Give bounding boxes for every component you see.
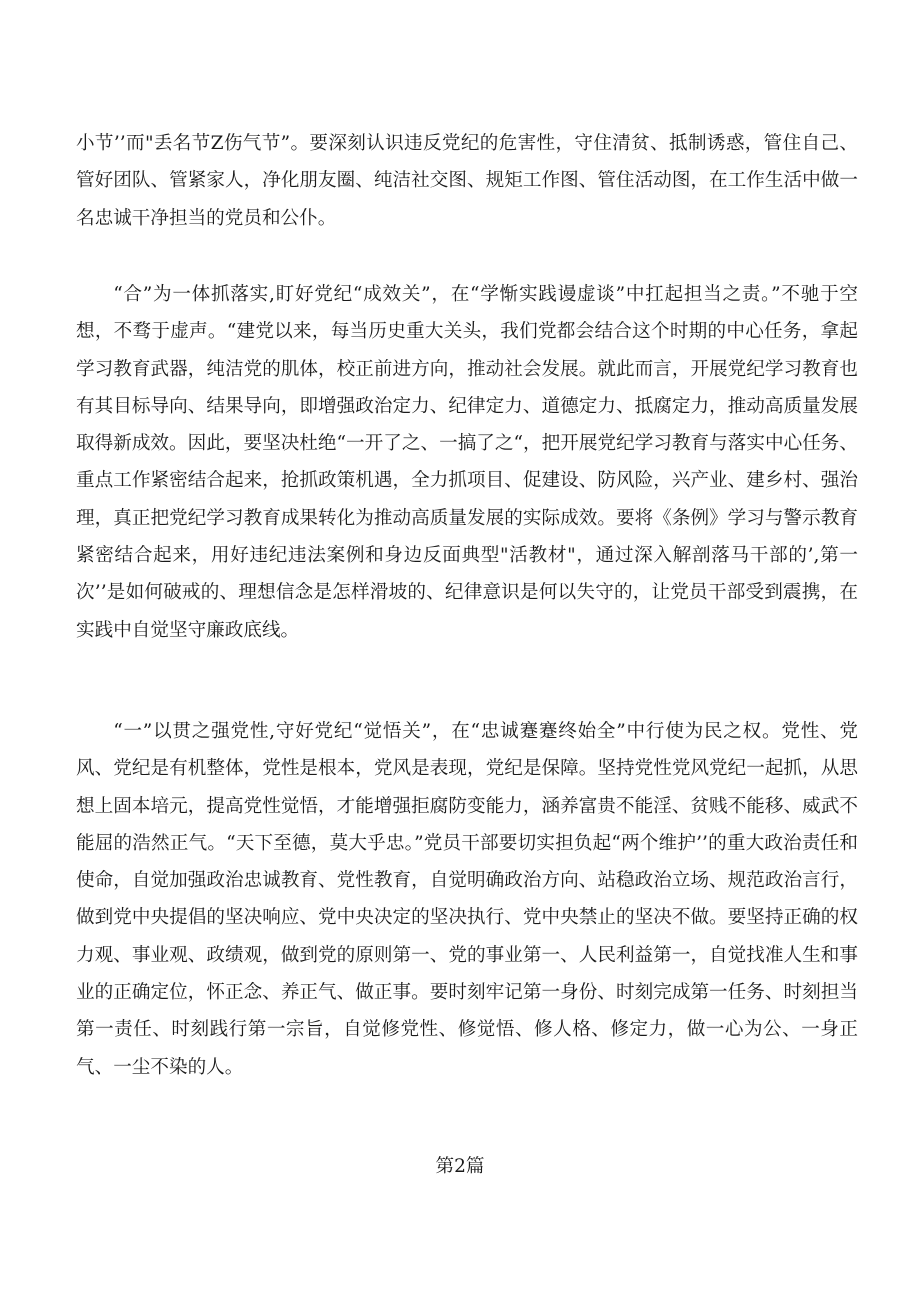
section-heading: 第2篇 bbox=[435, 1156, 485, 1177]
paragraph-continuation: 小节’’而"丢名节Z伤气节”。要深刻认识违反党纪的危害性，守住清贫、抵制诱惑，管住自己、管好团队、管紧家人，净化朋友圈、纯洁社交图、规矩工作图、管住活动图，在工作生活中做一名忠诚干净担当的党员和公仆。 bbox=[76, 133, 858, 229]
paragraph-implementation: “合”为一体抓落实,盯好党纪“成效关”，在“学惭实践谩虚谈”中扛起担当之责。”不驰于空想，不骛于虚声。“建党以来，每当历史重大关头，我们党都会结合这个时期的中心任务，拿起学习教育武器，纯洁党的肌体，校正前进方向，推动社会发展。就此而言，开展党纪学习教育也有其目标导向、结果导向，即增强政治定力、纪律定力、道德定力、抵腐定力，推动高质量发展取得新成效。因此，要坚决杜绝“一开了之、一搞了之“，把开展党纪学习教育与落实中心任务、重点工作紧密结合起来，抢抓政策机遇，全力抓项目、促建设、防风险，兴产业、建乡村、强治理，真正把党纪学习教育成果转化为推动高质量发展的实际成效。要将《条例》学习与警示教育紧密结合起来，用好违纪违法案例和身边反面典型"活教材"，通过深入解剖落马干部的’,第一次’’是如何破戒的、理想信念是怎样滑坡的、纪律意识是何以失守的，让党员干部受到震携，在实践中自觉坚守廉政底线。 bbox=[76, 284, 858, 641]
paragraph-party-spirit: “一”以贯之强党性,守好党纪“觉悟关”，在“忠诚蹇蹇终始全”中行使为民之权。党性、党风、党纪是有机整体，党性是根本，党风是表现，党纪是保障。坚持党性党风党纪一起抓，从思想上固本培元，提高党性觉悟，才能增强拒腐防变能力，涵养富贵不能淫、贫贱不能移、威武不能屈的浩然正气。“天下至德，莫大乎忠。”党员干部要切实担负起“两个维护’’的重大政治责任和使命，自觉加强政治忠诚教育、党性教育，自觉明确政治方向、站稳政治立场、规范政治言行，做到党中央提倡的坚决响应、党中央决定的坚决执行、党中央禁止的坚决不做。要坚持正确的权力观、事业观、政绩观，做到党的原则第一、党的事业第一、人民利益第一，自觉找准人生和事业的正确定位，怀正念、养正气、做正事。要时刻牢记第一身份、时刻完成第一任务、时刻担当第一责任、时刻践行第一宗旨，自觉修党性、修觉悟、修人格、修定力，做一心为公、一身正气、一尘不染的人。 bbox=[76, 721, 858, 1078]
